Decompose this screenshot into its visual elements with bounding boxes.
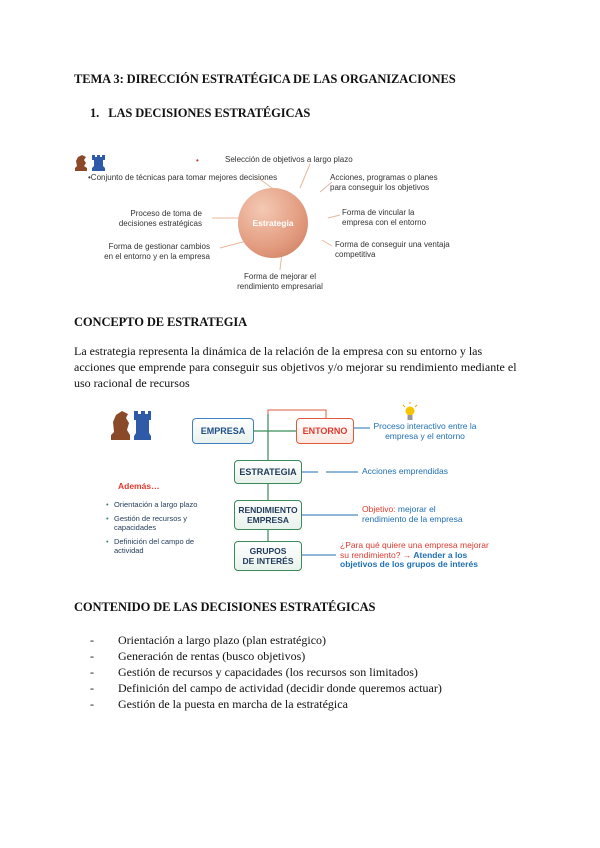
label-conjunto-tecnicas: •Conjunto de técnicas para tomar mejores decisiones [88, 173, 278, 182]
contenido-list [90, 632, 442, 712]
grupos-interes-box: GRUPOS DE INTERÉS [234, 541, 302, 571]
annotation-acciones: Acciones emprendidas [362, 466, 448, 476]
list-item: - Generación de rentas (busco objetivos) [90, 649, 306, 663]
ademas-list [106, 500, 197, 555]
label-proceso-toma: Proceso de toma de decisiones estratégicas [118, 209, 202, 228]
section-1-title: LAS DECISIONES ESTRATÉGICAS [108, 106, 311, 120]
strategy-center-label: Estrategia [252, 218, 294, 228]
label-forma-vincular: Forma de vincular la empresa con el entorno [342, 208, 427, 227]
annotation-para-que: ¿Para qué quiere una empresa mejorar su rendimiento? → Atender a los objetivos de los grupos de interés [340, 540, 489, 569]
list-item: - Orientación a largo plazo (plan estratégico) [90, 633, 327, 647]
list-item: - Definición del campo de actividad (decidir donde queremos actuar) [90, 681, 442, 695]
section-1-number: 1. [90, 106, 100, 120]
label-ventaja-competitiva: Forma de conseguir una ventaja competitiva [335, 240, 450, 259]
concept-paragraph: La estrategia representa la dinámica de la relación de la empresa con su entorno y las acciones que emprende para conseguir sus objetivos y/o mejorar su rendimiento mediante el uso racional de recursos [74, 344, 517, 390]
process-diagram [96, 400, 516, 580]
list-item: - Gestión de recursos y capacidades (los recursos son limitados) [90, 665, 418, 679]
section-1-heading [90, 106, 310, 121]
estrategia-box: ESTRATEGIA [234, 460, 302, 484]
empresa-box: EMPRESA [192, 418, 254, 444]
ademas-title: Además… [118, 481, 160, 491]
ademas-item: • Orientación a largo plazo [106, 500, 198, 509]
concept-heading: CONCEPTO DE ESTRATEGIA [74, 315, 248, 329]
entorno-box: ENTORNO [296, 418, 354, 444]
contenido-heading: CONTENIDO DE LAS DECISIONES ESTRATÉGICAS [74, 600, 376, 614]
label-acciones-programas: Acciones, programas o planes para conseguir los objetivos [330, 173, 438, 192]
annotation-proceso: Proceso interactivo entre la empresa y el entorno [373, 421, 477, 441]
list-item: - Gestión de la puesta en marcha de la estratégica [90, 697, 348, 711]
strategy-diagram [70, 148, 510, 298]
page-title: TEMA 3: DIRECCIÓN ESTRATÉGICA DE LAS ORGANIZACIONES [74, 72, 456, 86]
annotation-objetivo: Objetivo: mejorar el rendimiento de la empresa [362, 504, 463, 524]
diagram-bullet: • [196, 156, 199, 165]
strategy-sphere [238, 188, 308, 258]
label-mejorar-rendimiento: Forma de mejorar el rendimiento empresarial [237, 272, 323, 291]
ademas-item: • Definición del campo de actividad [106, 537, 195, 555]
label-gestionar-cambios: Forma de gestionar cambios en el entorno y en la empresa [104, 242, 210, 261]
rendimiento-box: RENDIMIENTO EMPRESA [234, 500, 302, 530]
ademas-item: • Gestión de recursos y capacidades [106, 514, 187, 532]
label-seleccion-objetivos: Selección de objetivos a largo plazo [225, 155, 353, 164]
